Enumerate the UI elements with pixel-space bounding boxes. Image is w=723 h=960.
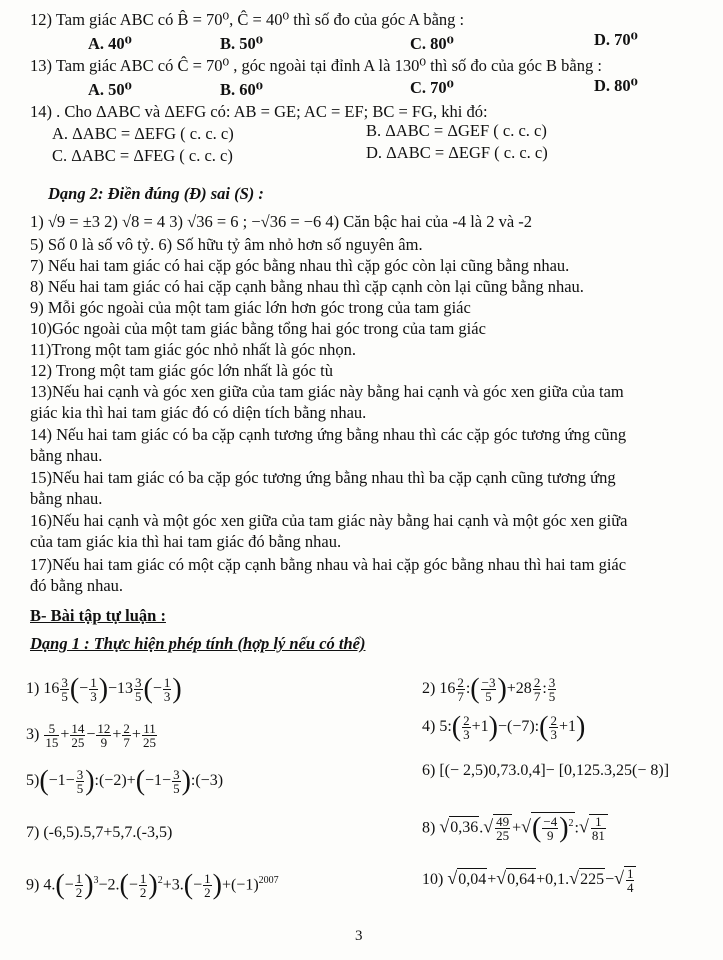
dang2-item-3: 7) Nếu hai tam giác có hai cặp góc bằng nhau thì cặp góc còn lại cũng bằng nhau.	[30, 256, 570, 275]
dang2-item-13: 17)Nếu hai tam giác có một cặp cạnh bằng nhau và hai cặp góc bằng nhau thì hai tam giác	[30, 555, 627, 574]
dang2-item-13-cont: đó bằng nhau.	[30, 576, 124, 595]
dang2-item-2: 5) Số 0 là số vô tỷ. 6) Số hữu tỷ âm nhỏ hơn số nguyên âm.	[30, 235, 423, 254]
problem-7: 7) (-6,5).5,7+5,7.(-3,5)	[26, 824, 173, 841]
q14-option-d: D. ΔABC = ΔEGF ( c. c. c)	[366, 143, 548, 162]
dang2-item-7: 11)Trong một tam giác góc nhỏ nhất là góc nhọn.	[30, 340, 356, 359]
dang2-item-9-cont: giác kia thì hai tam giác đó có diện tích bằng nhau.	[30, 403, 367, 422]
q12-option-d: D. 70⁰	[594, 30, 638, 49]
q13-option-a: A. 50⁰	[88, 80, 132, 99]
page-number: 3	[355, 928, 363, 944]
q12-option-a: A. 40⁰	[88, 34, 132, 53]
dang2-item-6: 10)Góc ngoài của một tam giác bằng tổng hai góc trong của tam giác	[30, 319, 486, 338]
dang1-title: Dạng 1 : Thực hiện phép tính (hợp lý nếu có thể)	[30, 634, 366, 653]
dang2-item-1: 1) √9 = ±3 2) √8 = 4 3) √36 = 6 ; −√36 = −6 4) Căn bậc hai của -4 là 2 và -2	[30, 212, 533, 231]
dang2-item-10: 14) Nếu hai tam giác có ba cặp cạnh tương ứng bằng nhau thì các cặp góc tương ứng cũng	[30, 425, 627, 444]
dang2-item-5: 9) Mỗi góc ngoài của một tam giác lớn hơn góc trong của tam giác	[30, 298, 471, 317]
q13-option-c: C. 70⁰	[410, 78, 454, 97]
problem-8: 8) √0,36.√ $\frac{49}{25}$ +√( $\frac{-4}{9}$ )$^2$:√ $\frac{1}{81}$	[422, 812, 608, 842]
q12-option-c: C. 80⁰	[410, 34, 454, 53]
q13-option-b: B. 60⁰	[220, 80, 263, 99]
q12-option-b: B. 50⁰	[220, 34, 263, 53]
dang2-title: Dạng 2: Điền đúng (Đ) sai (S) :	[48, 184, 264, 203]
problem-6: 6) [(− 2,5)0,73.0,4]− [0,125.3,25(− 8)]	[422, 762, 670, 779]
dang2-item-9: 13)Nếu hai cạnh và góc xen giữa của tam giác này bằng hai cạnh và góc xen giữa của tam	[30, 382, 624, 401]
dang2-item-12-cont: của tam giác kia thì hai tam giác đó bằng nhau.	[30, 532, 342, 551]
q13-stem: 13) Tam giác ABC có Ĉ = 70⁰ , góc ngoài tại đỉnh A là 130⁰ thì số đo của góc B bằng :	[30, 56, 602, 75]
problem-2: 2) 16 $\frac{2}{7}$ :( $\frac{-3}{5}$ )+28 $\frac{2}{7}$ : $\frac{3}{5}$	[422, 673, 556, 705]
q14-stem: 14) . Cho ΔABC và ΔEFG có: AB = GE; AC = EF; BC = FG, khi đó:	[30, 102, 488, 121]
partb-title: B- Bài tập tự luận :	[30, 606, 166, 625]
dang2-item-8: 12) Trong một tam giác góc lớn nhất là góc tù	[30, 361, 333, 380]
problem-10: 10) √0,04+√0,64+0,1.√225−√ $\frac{1}{4}$	[422, 866, 636, 894]
q14-option-a: A. ΔABC = ΔEFG ( c. c. c)	[52, 124, 234, 143]
dang2-item-12: 16)Nếu hai cạnh và một góc xen giữa của tam giác này bằng hai cạnh và một góc xen giữa	[30, 511, 628, 530]
problem-9: 9) 4.(− $\frac{1}{2}$ )$^3$−2.(− $\frac{1}{2}$ )$^2$+3.(− $\frac{1}{2}$ )$+(-1)^{2007}$	[26, 869, 279, 901]
q12-stem: 12) Tam giác ABC có B̂ = 70⁰, Ĉ = 40⁰ thì số đo của góc A bằng :	[30, 10, 465, 29]
dang2-item-11: 15)Nếu hai tam giác có ba cặp góc tương ứng bằng nhau thì ba cặp cạnh cũng tương ứng	[30, 468, 616, 487]
problem-4: 4) 5:( $\frac{2}{3}$ +1)−(−7):( $\frac{2}{3}$ +1)	[422, 711, 586, 743]
problem-1: 1) 16 $\frac{3}{5}$ (− $\frac{1}{3}$ )−13 $\frac{3}{5}$ (− $\frac{1}{3}$ )	[26, 673, 182, 705]
dang2-item-11-cont: bằng nhau.	[30, 489, 103, 508]
dang2-item-4: 8) Nếu hai tam giác có hai cặp cạnh bằng nhau thì cặp cạnh còn lại cũng bằng nhau.	[30, 277, 584, 296]
problem-5: 5)(−1− $\frac{3}{5}$ ):(−2)+(−1− $\frac{3}{5}$ ):(−3)	[26, 765, 224, 797]
q14-option-b: B. ΔABC = ΔGEF ( c. c. c)	[366, 121, 547, 140]
q13-option-d: D. 80⁰	[594, 76, 638, 95]
q14-option-c: C. ΔABC = ΔFEG ( c. c. c)	[52, 146, 233, 165]
dang2-item-10-cont: bằng nhau.	[30, 446, 103, 465]
problem-3: 3) $\frac{5}{15}$ + $\frac{14}{25}$ − $\frac{12}{9}$ + $\frac{2}{7}$ + $\frac{11}{25}$	[26, 721, 156, 750]
